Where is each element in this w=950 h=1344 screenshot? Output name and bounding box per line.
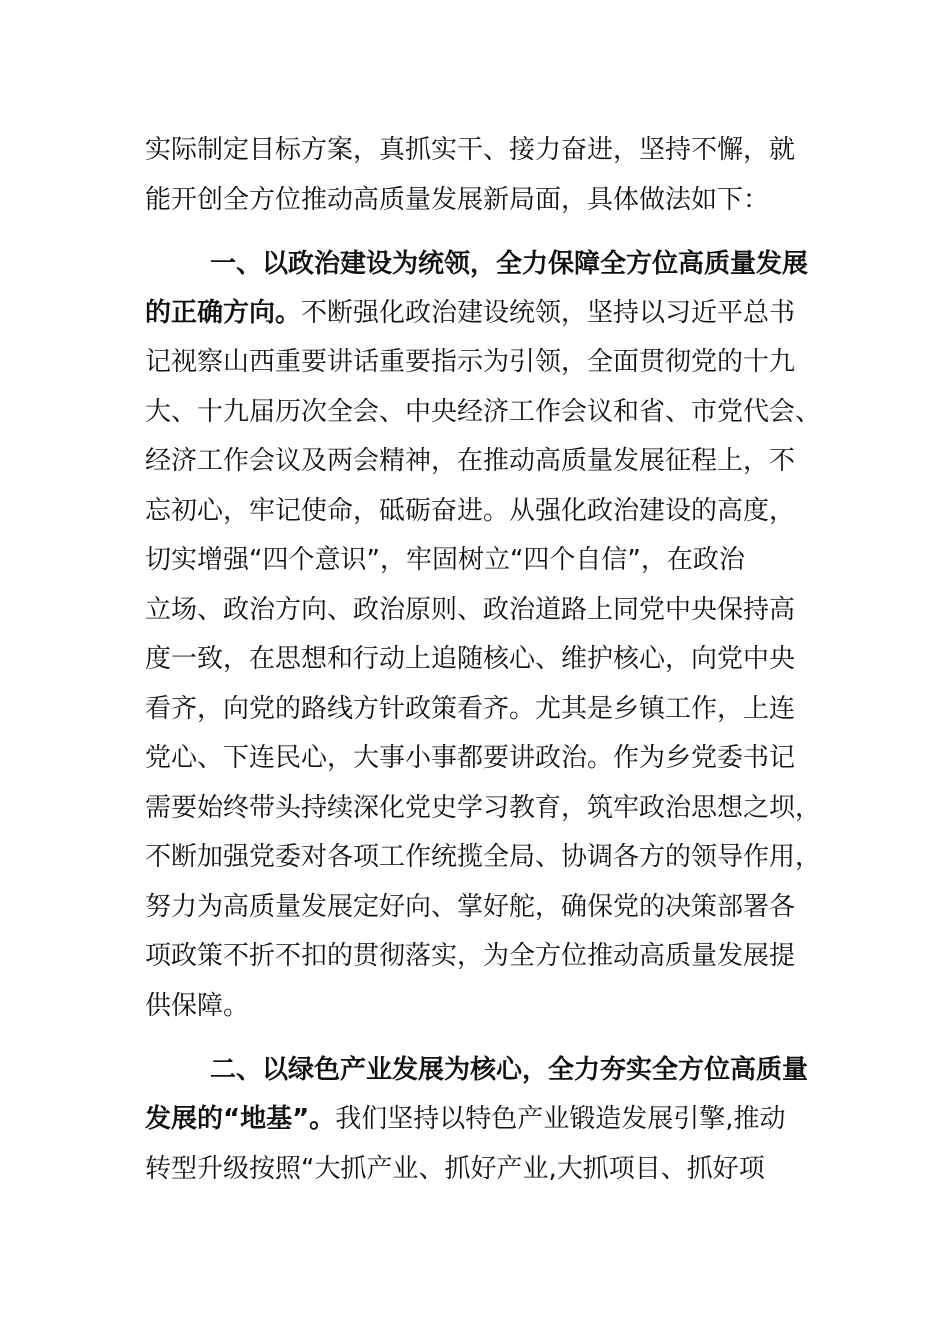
line-text: 努力为高质量发展定好向、掌好舵，确保党的决策部署各 [145, 892, 796, 922]
section-heading-line [210, 1045, 808, 1095]
body-line [145, 931, 795, 981]
line-text: 实际制定目标方案，真抓实干、接力奋进，坚持不懈，就 [145, 135, 796, 165]
body-line [145, 783, 821, 833]
body-line [145, 832, 821, 882]
line-text: 经济工作会议及两会精神，在推动高质量发展征程上，不 [145, 446, 796, 476]
body-line [145, 882, 795, 932]
body-line [145, 684, 795, 734]
body-line [145, 1094, 785, 1144]
line-text: 供保障。 [145, 991, 250, 1021]
line-text: 不断强化政治建设统领，坚持以习近平总书 [301, 298, 796, 328]
line-text: 能开创全方位推动高质量发展新局面，具体做法如下： [145, 185, 770, 215]
line-text: 切实增强“四个意识”，牢固树立“四个自信”，在政治 [145, 545, 745, 575]
section-heading-2: 二、以绿色产业发展为核心，全力夯实全方位高质量 [210, 1055, 809, 1085]
body-line [145, 1144, 765, 1194]
body-line [145, 585, 795, 635]
line-text: 转型升级按照“大抓产业、抓好产业,大抓项目、抓好项 [145, 1154, 765, 1184]
body-line [145, 733, 795, 783]
line-text: 党心、下连民心，大事小事都要讲政治。作为乡党委书记 [145, 743, 796, 773]
line-text: 项政策不折不扣的贯彻落实，为全方位推动高质量发展提 [145, 941, 796, 971]
line-text: 需要始终带头持续深化党史学习教育，筑牢政治思想之坝， [145, 793, 822, 823]
body-line [145, 634, 795, 684]
body-line [145, 175, 769, 225]
body-line [145, 535, 745, 585]
line-text: 立场、政治方向、政治原则、政治道路上同党中央保持高 [145, 595, 796, 625]
body-line [145, 486, 795, 536]
line-text: 忘初心，牢记使命，砥砺奋进。从强化政治建设的高度， [145, 496, 796, 526]
line-text: 不断加强党委对各项工作统揽全局、协调各方的领导作用， [145, 842, 822, 872]
body-line [145, 288, 795, 338]
line-text: 大、十九届历次全会、中央经济工作会议和省、市党代会、 [145, 397, 822, 427]
section-heading-line [210, 239, 808, 289]
line-text: 我们坚持以特色产业锻造发展引擎,推动 [335, 1104, 786, 1134]
section-heading-1: 一、以政治建设为统领，全力保障全方位高质量发展 [210, 249, 809, 279]
body-line [145, 436, 795, 486]
body-line [145, 981, 249, 1031]
line-text: 看齐，向党的路线方针政策看齐。尤其是乡镇工作，上连 [145, 694, 796, 724]
line-text: 度一致，在思想和行动上追随核心、维护核心，向党中央 [145, 644, 796, 674]
section-heading-1-end: 的正确方向。 [145, 298, 302, 328]
line-text: 记视察山西重要讲话重要指示为引领，全面贯彻党的十九 [145, 347, 796, 377]
section-heading-2-end: 发展的“地基”。 [145, 1104, 336, 1134]
body-line [145, 125, 795, 175]
body-line [145, 337, 795, 387]
body-line [145, 387, 821, 437]
